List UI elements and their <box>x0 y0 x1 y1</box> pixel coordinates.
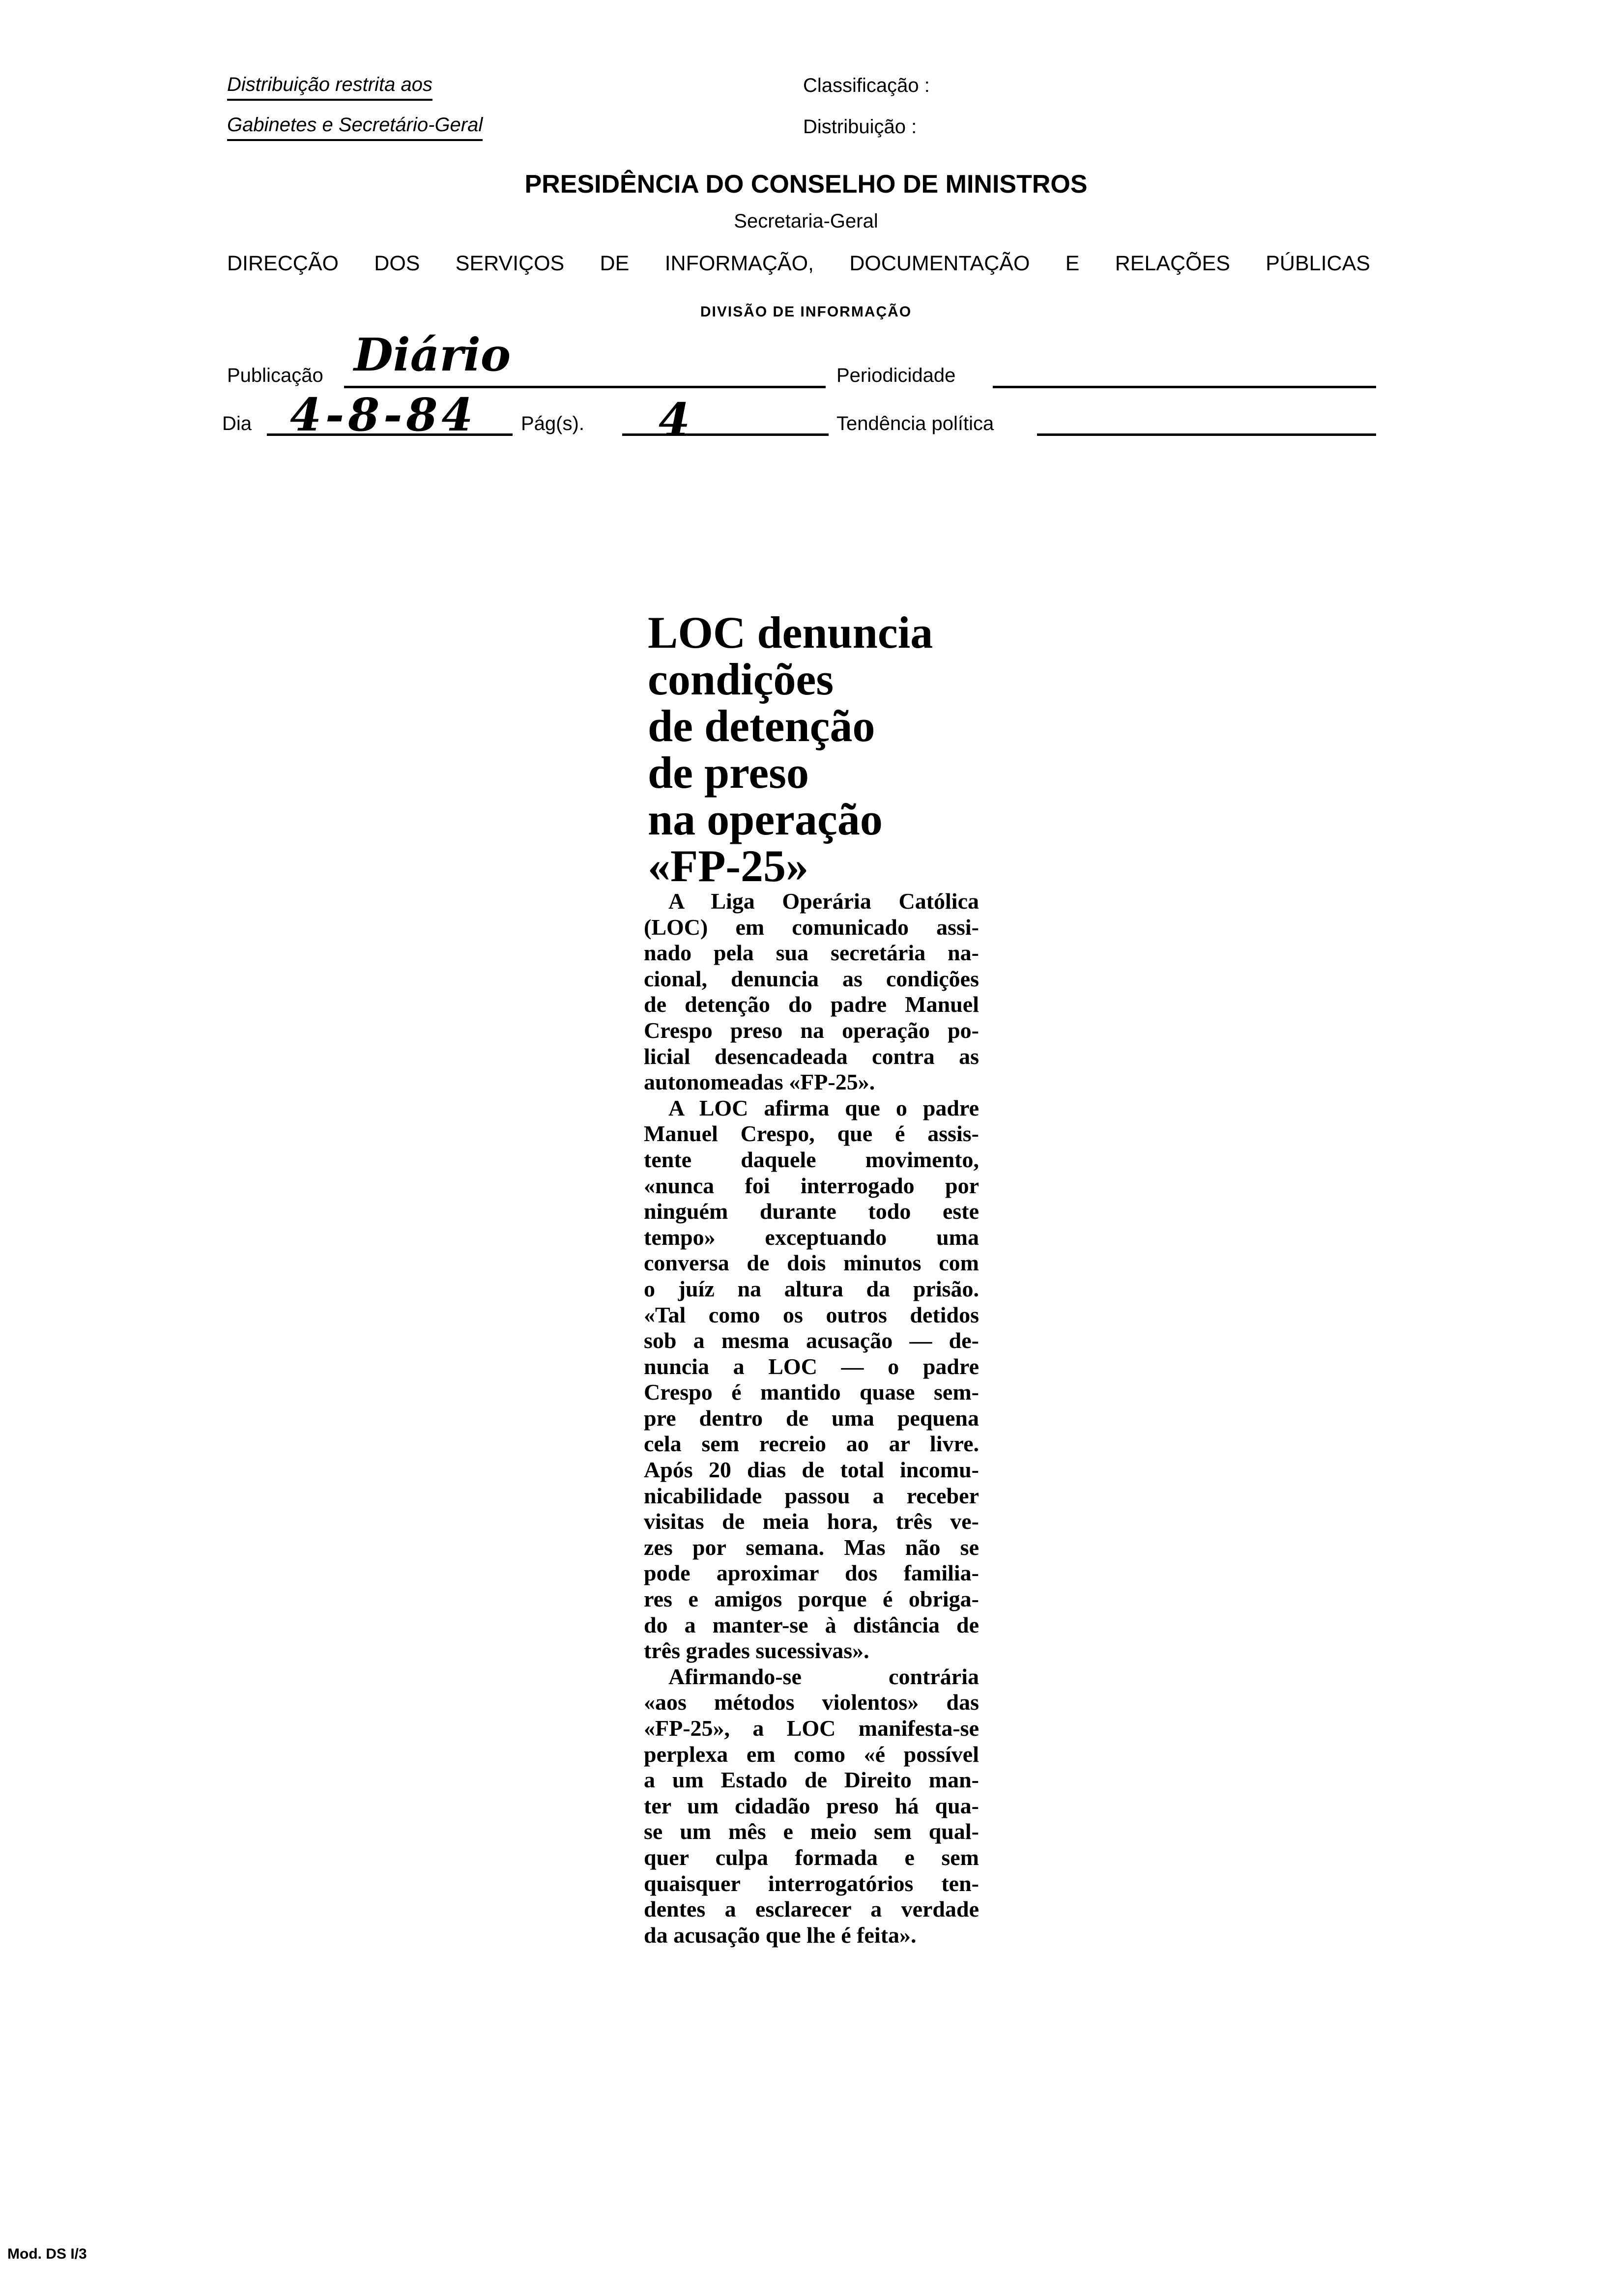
body-line: o juíz na altura da prisão. <box>644 1276 979 1301</box>
headline-line: condições <box>648 654 834 704</box>
body-line: visitas de meia hora, três ve- <box>644 1509 979 1534</box>
directorate-word: DOCUMENTAÇÃO <box>849 252 1030 275</box>
headline-line: na operação <box>648 794 883 844</box>
body-line: zes por semana. Mas não se <box>644 1534 979 1560</box>
body-line: A Liga Operária Católica <box>668 889 979 914</box>
pages-field-line <box>622 433 829 436</box>
directorate-word: E <box>1065 252 1080 275</box>
body-line: pode aproximar dos familia- <box>644 1560 979 1586</box>
publication-value: Diário <box>354 328 511 381</box>
political-tendency-field-line <box>1037 433 1376 436</box>
body-line: se um mês e meio sem qual- <box>644 1819 979 1844</box>
body-line: do a manter-se à distância de <box>644 1612 979 1637</box>
distribution-label: Distribuição : <box>803 116 917 138</box>
pages-value: 4 <box>659 393 691 446</box>
body-line: Crespo é mantido quase sem- <box>644 1379 979 1405</box>
body-line: de detenção do padre Manuel <box>644 992 979 1017</box>
body-line: cela sem recreio ao ar livre. <box>644 1431 979 1457</box>
body-line: nicabilidade passou a receber <box>644 1483 979 1508</box>
body-line: nado pela sua secretária na- <box>644 940 979 966</box>
body-line: ter um cidadão preso há qua- <box>644 1793 979 1818</box>
body-line: tente daquele movimento, <box>644 1147 979 1172</box>
body-line: sob a mesma acusação — de- <box>644 1328 979 1353</box>
article-headline <box>648 609 933 890</box>
body-line: pre dentro de uma pequena <box>644 1405 979 1431</box>
publication-label: Publicação <box>227 365 323 386</box>
body-line: ninguém durante todo este <box>644 1199 979 1224</box>
directorate-word: RELAÇÕES <box>1115 252 1230 275</box>
headline-line: de detenção <box>648 701 875 751</box>
body-line: «Tal como os outros detidos <box>644 1302 979 1327</box>
body-line: Crespo preso na operação po- <box>644 1017 979 1043</box>
body-line: A LOC afirma que o padre <box>668 1095 979 1120</box>
body-line: Afirmando-se contrária <box>668 1664 979 1689</box>
directorate-word: PÚBLICAS <box>1266 252 1370 275</box>
directorate-word: DOS <box>374 252 420 275</box>
body-line: tempo» exceptuando uma <box>644 1224 979 1250</box>
body-line: cional, denuncia as condições <box>644 966 979 991</box>
body-line: licial desencadeada contra as <box>644 1043 979 1069</box>
body-line: nuncia a LOC — o padre <box>644 1353 979 1379</box>
page-title: PRESIDÊNCIA DO CONSELHO DE MINISTROS <box>524 170 1088 199</box>
day-value: 4-8-84 <box>290 388 477 441</box>
directorate-word: INFORMAÇÃO, <box>664 252 814 275</box>
directorate-word: DIRECÇÃO <box>227 252 339 275</box>
body-line: Manuel Crespo, que é assis- <box>644 1121 979 1147</box>
body-line: «FP-25», a LOC manifesta-se <box>644 1716 979 1741</box>
directorate-word: SERVIÇOS <box>455 252 565 275</box>
body-line: «nunca foi interrogado por <box>644 1173 979 1198</box>
body-line: dentes a esclarecer a verdade <box>644 1896 979 1922</box>
pages-label: Pág(s). <box>521 413 584 434</box>
body-line: perplexa em como «é possível <box>644 1741 979 1767</box>
body-line: autonomeadas «FP-25». <box>644 1069 875 1095</box>
form-code: Mod. DS I/3 <box>7 2246 87 2262</box>
periodicity-label: Periodicidade <box>836 365 956 386</box>
headline-line: «FP-25» <box>648 841 809 891</box>
directorate-line <box>227 252 1370 276</box>
body-line: (LOC) em comunicado assi- <box>644 914 979 940</box>
body-line: Após 20 dias de total incomu- <box>644 1457 979 1483</box>
periodicity-field-line <box>993 386 1376 388</box>
body-line: a um Estado de Direito man- <box>644 1767 979 1793</box>
page-subtitle: Secretaria-Geral <box>734 210 878 232</box>
restriction-line-2: Gabinetes e Secretário-Geral <box>227 114 483 141</box>
body-line: «aos métodos violentos» das <box>644 1690 979 1715</box>
body-line: res e amigos porque é obriga- <box>644 1586 979 1612</box>
classification-label: Classificação : <box>803 75 930 96</box>
article-body <box>644 889 979 1948</box>
directorate-word: DE <box>600 252 630 275</box>
body-line: três grades sucessivas». <box>644 1638 869 1664</box>
headline-line: de preso <box>648 747 809 798</box>
body-line: quer culpa formada e sem <box>644 1844 979 1870</box>
political-tendency-label: Tendência política <box>836 413 994 434</box>
day-label: Dia <box>222 413 252 434</box>
body-line: da acusação que lhe é feita». <box>644 1922 917 1948</box>
body-line: quaisquer interrogatórios ten- <box>644 1870 979 1896</box>
headline-line: LOC denuncia <box>648 607 933 658</box>
restriction-line-1: Distribuição restrita aos <box>227 74 432 101</box>
body-line: conversa de dois minutos com <box>644 1250 979 1276</box>
division-label: DIVISÃO DE INFORMAÇÃO <box>700 304 912 320</box>
